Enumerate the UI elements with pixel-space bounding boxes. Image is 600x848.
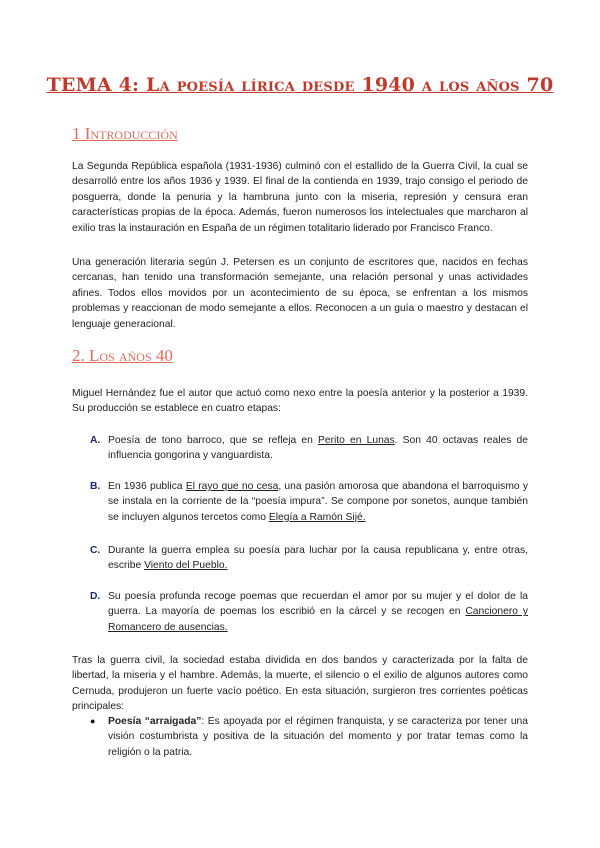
list-item-d bbox=[108, 589, 528, 635]
intro-paragraph-1: La Segunda República española (1931-1936) culminó con el estallido de la Guerra Civil, la cual se desarrolló entre los años 1936 y 1939. El final de la contienda en 1939, trajo consigo el periodo de posguerra, donde la penuria y la hambruna junto con la miseria, represión y censura eran características propias de la época. Además, fueron numerosos los intelectuales que marcharon al exilio tras la instauración en España de un régimen totalitario liderado por Francisco Franco. bbox=[72, 161, 528, 234]
list-item-b bbox=[108, 479, 528, 525]
list-item-text: Poesía de tono barroco, que se refleja en bbox=[108, 435, 318, 446]
intro-paragraph-2: Una generación literaria según J. Petersen es un conjunto de escritores que, nacidos en fechas cercanas, han tenido una transformación semejante, una relación personal y unas actividades afines. Todos ellos movidos por un acontecimiento de su época, se enfrentan a los mismos problemas y reaccionan de modo semejante a ellos. Reconocen a un guía o maestro y destacan el lenguaje generacional. bbox=[72, 257, 528, 330]
list-item-text: Su poesía profunda recoge poemas que recuerdan el amor por su mujer y el dolor de la guerra. La mayoría de poemas los escribió en la cárcel y se recogen en bbox=[108, 591, 528, 618]
list-marker-d: D. bbox=[90, 591, 101, 602]
list-item-text: Durante la guerra emplea su poesía para luchar por la causa republicana y, entre otras, escribe bbox=[108, 545, 528, 572]
list-item-text: , una pasión amorosa que abandona el barroquismo y se instala en la corriente de la “poesía impura”. Se compone por sonetos, aunque también se incluyen algunos tercetos como bbox=[108, 481, 529, 523]
section-heading-anos-40: 2. Los años 40 bbox=[72, 346, 173, 365]
bullet-icon: ● bbox=[90, 716, 96, 726]
bullet-text: : Es apoyada por el régimen franquista, y se caracteriza por tener una visión costumbrista y positiva de la situación del momento y por tratar temas como la religión o la patria. bbox=[108, 716, 528, 758]
book-title-link: Elegía a Ramón Sijé. bbox=[268, 511, 366, 523]
book-title-link: El rayo que no cesa bbox=[185, 481, 279, 492]
list-marker-a: A. bbox=[90, 435, 101, 446]
book-title-link: Perito en Lunas bbox=[317, 435, 395, 446]
list-item-a bbox=[108, 433, 528, 464]
anos40-paragraph-1: Miguel Hernández fue el autor que actuó como nexo entre la poesía anterior y la posterior a 1939. Su producción se establece en cuatro etapas: bbox=[72, 388, 528, 415]
anos40-paragraph-2: Tras la guerra civil, la sociedad estaba dividida en dos bandos y caracterizada por la falta de libertad, la miseria y el hambre. Además, la muerte, el silencio o el exilio de algunos autores como Cernuda, produjeron un fuerte vacío poético. En esta situación, surgieron tres corrientes poéticas principales: bbox=[72, 655, 528, 713]
list-item-text: En 1936 publica bbox=[108, 481, 186, 492]
list-marker-b: B. bbox=[90, 481, 101, 492]
book-title-link: Cancionero y Romancero de ausencias. bbox=[108, 606, 528, 633]
bullet-term: Poesía “arraigada” bbox=[108, 716, 202, 727]
list-item-text: . Son 40 octavas reales de influencia gongorina y vanguardista. bbox=[108, 435, 528, 462]
book-title-link: Viento del Pueblo. bbox=[144, 560, 228, 572]
list-marker-c: C. bbox=[90, 545, 101, 556]
list-item-c bbox=[108, 543, 528, 574]
document-title: TEMA 4: La poesía lírica desde 1940 a los años 70 bbox=[46, 74, 554, 96]
bullet-item-poesia-arraigada bbox=[108, 714, 528, 760]
section-heading-introduccion: 1 Introducción bbox=[72, 124, 178, 143]
